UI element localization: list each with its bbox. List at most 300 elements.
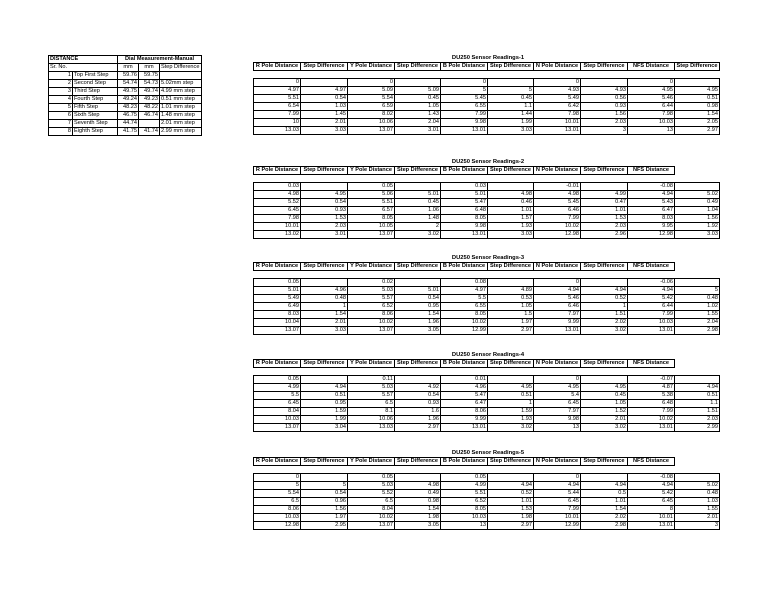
- dial-row: [49, 112, 202, 120]
- sensor-data-cell: 5.47: [441, 199, 488, 207]
- sensor-column-header: R Pole Distance: [254, 458, 301, 466]
- sensor-data-cell: 1.45: [301, 111, 348, 119]
- sensor-data-cell: 13.07: [348, 127, 395, 135]
- sensor-data-cell: 0.54: [301, 95, 348, 103]
- sensor-data-cell: 6.57: [348, 207, 395, 215]
- dial-row-step-name: Top First Step: [73, 72, 118, 80]
- sensor-data-cell: 0.93: [581, 103, 628, 111]
- sensor-column-header: Step Difference: [395, 167, 441, 175]
- sensor-column-header: Step Difference: [581, 360, 628, 368]
- sensor-data-cell: 8.05: [441, 506, 488, 514]
- sensor-data-cell: 6.46: [534, 303, 581, 311]
- sensor-data-cell: 5.4: [534, 392, 581, 400]
- sensor-readings-table: [253, 359, 720, 432]
- sensor-column-header: NFS Distance: [628, 458, 675, 466]
- sensor-data-cell: 2.03: [301, 223, 348, 231]
- dial-row-step-difference: 2.01 mm step: [160, 120, 202, 128]
- sensor-spacer: [254, 368, 720, 376]
- sensor-data-cell: 8.03: [628, 215, 675, 223]
- sensor-data-cell: 3.02: [581, 424, 628, 432]
- sensor-data-cell: 1.01: [581, 498, 628, 506]
- sensor-data-cell: 4.93: [534, 87, 581, 95]
- sensor-data-cell: [488, 279, 534, 287]
- sensor-data-cell: 1.93: [488, 416, 534, 424]
- sensor-data-cell: 7.98: [254, 215, 301, 223]
- sensor-data-cell: 5.01: [441, 191, 488, 199]
- sensor-data-cell: 6.45: [254, 207, 301, 215]
- dial-row-step-name: Third Step: [73, 88, 118, 96]
- sensor-data-cell: [301, 279, 348, 287]
- sensor-data-cell: 6.47: [441, 400, 488, 408]
- sensor-data-cell: 0: [254, 79, 301, 87]
- sensor-data-cell: 5.49: [534, 95, 581, 103]
- sensor-data-cell: 13: [534, 424, 581, 432]
- sensor-data-cell: 0.47: [581, 199, 628, 207]
- sensor-data-row: [254, 522, 720, 530]
- sensor-column-header: Step Difference: [581, 263, 628, 271]
- sensor-data-cell: 5.52: [254, 199, 301, 207]
- sensor-data-cell: 5.03: [348, 384, 395, 392]
- sensor-data-cell: 5.57: [348, 392, 395, 400]
- dial-row-mm2: 48.22: [139, 104, 160, 112]
- sensor-data-cell: 4.96: [441, 384, 488, 392]
- sensor-data-row: [254, 207, 720, 215]
- dial-row-number: 7: [49, 120, 73, 128]
- sensor-data-cell: 0.93: [301, 207, 348, 215]
- dial-row-mm: 59.76: [118, 72, 139, 80]
- sensor-data-cell: 2.02: [581, 514, 628, 522]
- sensor-data-cell: 4.97: [301, 87, 348, 95]
- sensor-data-cell: [675, 183, 720, 191]
- sensor-data-cell: 5.01: [254, 287, 301, 295]
- sensor-data-cell: -0.07: [628, 376, 675, 384]
- distance-header: DISTANCE: [49, 56, 118, 64]
- sensor-data-cell: 4.99: [441, 482, 488, 490]
- sensor-data-row: [254, 303, 720, 311]
- sensor-data-cell: 1.92: [675, 223, 720, 231]
- sensor-data-cell: 2.03: [581, 223, 628, 231]
- sensor-data-cell: 1.53: [488, 506, 534, 514]
- sensor-data-cell: 0.05: [348, 474, 395, 482]
- dial-measurement-table: [48, 55, 202, 136]
- dial-row-number: 2: [49, 80, 73, 88]
- sensor-column-header: [675, 458, 720, 466]
- sensor-data-cell: 1.56: [675, 215, 720, 223]
- sensor-data-cell: 13.07: [254, 327, 301, 335]
- sensor-data-cell: 1.59: [301, 408, 348, 416]
- sensor-column-header: Step Difference: [488, 458, 534, 466]
- sensor-data-cell: [488, 474, 534, 482]
- sensor-spacer-row: [254, 71, 720, 79]
- sensor-data-cell: 1.54: [301, 311, 348, 319]
- sensor-data-cell: 0.52: [581, 295, 628, 303]
- sensor-data-cell: 13.07: [348, 327, 395, 335]
- sensor-data-cell: 3.02: [581, 327, 628, 335]
- sensor-data-cell: 2: [395, 223, 441, 231]
- sensor-data-cell: 10.06: [348, 416, 395, 424]
- sensor-data-cell: 4.95: [628, 87, 675, 95]
- sensor-column-header: B Pole Distance: [441, 360, 488, 368]
- sensor-data-cell: -0.08: [628, 183, 675, 191]
- sensor-data-cell: 3.01: [395, 127, 441, 135]
- sensor-data-cell: 3.05: [395, 327, 441, 335]
- sensor-data-cell: 1.01: [488, 207, 534, 215]
- sensor-data-cell: 5: [675, 287, 720, 295]
- sensor-column-header: Step Difference: [395, 263, 441, 271]
- sensor-data-cell: 10.01: [534, 514, 581, 522]
- dial-row-mm: 41.75: [118, 128, 139, 136]
- sensor-data-cell: 4.94: [301, 384, 348, 392]
- sensor-data-row: [254, 384, 720, 392]
- sensor-data-cell: 5.06: [348, 191, 395, 199]
- mm-header-2: mm: [139, 64, 160, 72]
- dial-row-step-difference: 1.48 mm step: [160, 112, 202, 120]
- sensor-data-cell: 0.05: [348, 183, 395, 191]
- sensor-data-cell: 5.42: [628, 490, 675, 498]
- sensor-data-cell: 0.11: [348, 376, 395, 384]
- sensor-spacer-row: [254, 466, 720, 474]
- sensor-column-header: Step Difference: [581, 458, 628, 466]
- dial-row-number: 5: [49, 104, 73, 112]
- dial-row: [49, 128, 202, 136]
- sensor-data-cell: 1: [301, 303, 348, 311]
- sensor-data-row: [254, 223, 720, 231]
- sensor-data-cell: 0.48: [675, 490, 720, 498]
- sensor-data-cell: 6.5: [348, 498, 395, 506]
- dial-row-mm: 48.23: [118, 104, 139, 112]
- dial-row-step-difference: 0.51 mm step: [160, 96, 202, 104]
- sensor-data-cell: 1.53: [581, 215, 628, 223]
- sensor-data-cell: 8.02: [348, 111, 395, 119]
- sensor-spacer: [254, 175, 720, 183]
- sensor-data-cell: 6.42: [534, 103, 581, 111]
- sensor-data-cell: 0.51: [301, 392, 348, 400]
- dial-row-step-name: Eighth Step: [73, 128, 118, 136]
- sensor-data-cell: 5.46: [628, 95, 675, 103]
- dial-row-mm: 49.75: [118, 88, 139, 96]
- sensor-data-cell: 0.54: [301, 199, 348, 207]
- sensor-data-cell: 8.05: [441, 215, 488, 223]
- sensor-data-cell: [395, 79, 441, 87]
- sensor-data-row: [254, 408, 720, 416]
- sensor-data-cell: 0.5: [581, 490, 628, 498]
- sensor-data-cell: 1.54: [395, 506, 441, 514]
- sensor-data-cell: 2.99: [675, 424, 720, 432]
- sensor-data-cell: [488, 183, 534, 191]
- sensor-data-row: [254, 95, 720, 103]
- sensor-data-cell: 5.57: [348, 295, 395, 303]
- sensor-data-cell: 5.46: [534, 295, 581, 303]
- sensor-data-cell: 0: [348, 79, 395, 87]
- sensor-data-cell: 0.45: [395, 95, 441, 103]
- sensor-data-cell: 8.06: [441, 408, 488, 416]
- sensor-data-cell: 9.99: [534, 319, 581, 327]
- sensor-data-row: [254, 400, 720, 408]
- sensor-data-cell: 5.5: [254, 392, 301, 400]
- sensor-data-row: [254, 279, 720, 287]
- sensor-data-cell: 4.87: [628, 384, 675, 392]
- sensor-data-cell: 13.03: [348, 424, 395, 432]
- sensor-data-cell: [301, 79, 348, 87]
- sensor-data-cell: 4.92: [395, 384, 441, 392]
- sensor-data-row: [254, 127, 720, 135]
- step-difference-header: Step Difference: [160, 64, 202, 72]
- sensor-data-cell: 2.02: [581, 319, 628, 327]
- sensor-data-cell: 0: [534, 79, 581, 87]
- sensor-spacer-row: [254, 175, 720, 183]
- sensor-data-cell: -0.06: [628, 279, 675, 287]
- sensor-data-row: [254, 199, 720, 207]
- sensor-data-cell: 4.89: [488, 287, 534, 295]
- sensor-data-cell: 1.43: [395, 111, 441, 119]
- sensor-data-cell: 1.54: [395, 311, 441, 319]
- sensor-data-cell: 10.02: [628, 416, 675, 424]
- sensor-data-cell: 0.03: [441, 183, 488, 191]
- sensor-data-cell: 1.97: [301, 514, 348, 522]
- sensor-data-cell: 5.45: [441, 95, 488, 103]
- sensor-column-header: Y Pole Distance: [348, 263, 395, 271]
- dial-row-number: 6: [49, 112, 73, 120]
- sensor-data-cell: 1.55: [675, 311, 720, 319]
- sensor-data-row: [254, 392, 720, 400]
- sensor-data-cell: 2.05: [675, 119, 720, 127]
- sensor-data-cell: 13.01: [628, 522, 675, 530]
- sensor-data-cell: 5: [301, 482, 348, 490]
- sensor-data-cell: 5.45: [534, 199, 581, 207]
- sensor-data-cell: 13.07: [348, 522, 395, 530]
- sensor-data-row: [254, 514, 720, 522]
- sensor-data-cell: [675, 79, 720, 87]
- sensor-data-cell: 6.54: [254, 103, 301, 111]
- sensor-data-cell: 7.99: [628, 311, 675, 319]
- sensor-data-cell: 3.05: [395, 522, 441, 530]
- sensor-data-cell: 6.5: [254, 498, 301, 506]
- sensor-data-cell: 3.01: [301, 231, 348, 239]
- sensor-data-row: [254, 103, 720, 111]
- sensor-spacer: [254, 466, 720, 474]
- sensor-column-header: N Pole Distance: [534, 63, 581, 71]
- sensor-data-cell: 10.03: [441, 514, 488, 522]
- sensor-data-cell: 13.01: [534, 127, 581, 135]
- sensor-data-cell: 10.02: [348, 319, 395, 327]
- sensor-data-cell: [301, 376, 348, 384]
- sensor-data-cell: 2.01: [581, 416, 628, 424]
- sensor-data-cell: 8.04: [254, 408, 301, 416]
- sensor-data-row: [254, 482, 720, 490]
- sensor-data-cell: 2.96: [581, 231, 628, 239]
- sensor-column-header: Step Difference: [676, 63, 718, 69]
- sensor-data-cell: 1.03: [675, 498, 720, 506]
- sensor-data-cell: 1.03: [301, 103, 348, 111]
- sensor-data-cell: 13: [441, 522, 488, 530]
- sensor-data-cell: 10.03: [254, 514, 301, 522]
- sensor-data-cell: 0: [534, 376, 581, 384]
- sensor-data-cell: 5.51: [254, 95, 301, 103]
- sensor-data-row: [254, 311, 720, 319]
- sensor-data-cell: 12.99: [441, 327, 488, 335]
- dial-row-mm: 54.74: [118, 80, 139, 88]
- sensor-data-cell: 4.94: [488, 482, 534, 490]
- sensor-data-cell: 0.05: [441, 474, 488, 482]
- sensor-header-row: [254, 167, 720, 175]
- sensor-data-cell: 5.54: [254, 490, 301, 498]
- sensor-column-header: Y Pole Distance: [348, 167, 395, 175]
- sensor-data-cell: 1.48: [395, 215, 441, 223]
- sensor-data-cell: 8.04: [348, 506, 395, 514]
- sensor-data-cell: 4.94: [581, 482, 628, 490]
- sensor-data-cell: 10.02: [534, 223, 581, 231]
- sensor-column-header: Step Difference: [301, 63, 348, 71]
- sensor-data-cell: 2.97: [488, 522, 534, 530]
- sensor-data-cell: 2.98: [581, 522, 628, 530]
- sensor-data-row: [254, 287, 720, 295]
- sensor-data-cell: 1.05: [581, 400, 628, 408]
- sensor-data-cell: 5.52: [348, 490, 395, 498]
- dial-row-step-name: Seventh Step: [73, 120, 118, 128]
- sensor-data-cell: 6.55: [441, 103, 488, 111]
- dial-row: [49, 120, 202, 128]
- sensor-data-cell: 6.46: [534, 207, 581, 215]
- sensor-data-cell: 7.97: [534, 408, 581, 416]
- sensor-column-header: R Pole Distance: [254, 360, 301, 368]
- srno-header: Sr. No.: [49, 64, 118, 72]
- sensor-column-header: Step Difference: [301, 458, 348, 466]
- sensor-data-cell: 12.99: [534, 522, 581, 530]
- sensor-data-cell: 10.01: [628, 514, 675, 522]
- sensor-data-row: [254, 424, 720, 432]
- sensor-data-cell: 0: [534, 474, 581, 482]
- sensor-data-row: [254, 119, 720, 127]
- sensor-data-row: [254, 215, 720, 223]
- sensor-data-cell: 0.51: [488, 392, 534, 400]
- dial-row-mm: 49.24: [118, 96, 139, 104]
- sensor-data-cell: 0.95: [395, 303, 441, 311]
- sensor-data-cell: 13.01: [534, 327, 581, 335]
- sensor-readings-title: DU250 Sensor Readings-1: [451, 55, 525, 61]
- sensor-data-cell: 1.59: [488, 408, 534, 416]
- dial-row-step-name: Fifth Step: [73, 104, 118, 112]
- sensor-data-cell: 0.01: [441, 376, 488, 384]
- sensor-data-cell: 2.97: [675, 127, 720, 135]
- sensor-data-cell: 5.47: [441, 392, 488, 400]
- sensor-data-cell: 0.54: [301, 490, 348, 498]
- sensor-data-cell: 12.98: [534, 231, 581, 239]
- sensor-data-cell: 13.01: [441, 424, 488, 432]
- sensor-data-cell: 1.1: [488, 103, 534, 111]
- sensor-data-cell: 5.02: [675, 482, 720, 490]
- sensor-data-cell: 4.95: [581, 384, 628, 392]
- sensor-data-cell: 6.55: [441, 303, 488, 311]
- sensor-data-cell: 10.01: [534, 119, 581, 127]
- sensor-data-cell: 5.09: [395, 87, 441, 95]
- sensor-data-cell: 5.03: [348, 287, 395, 295]
- sensor-data-cell: 12.98: [254, 522, 301, 530]
- sensor-data-cell: 4.94: [628, 482, 675, 490]
- sensor-data-cell: 2.95: [301, 522, 348, 530]
- sensor-data-cell: 2.04: [675, 319, 720, 327]
- sensor-data-cell: 1.99: [301, 416, 348, 424]
- sensor-data-row: [254, 183, 720, 191]
- sensor-data-cell: 3.03: [488, 127, 534, 135]
- sensor-data-cell: 1.02: [675, 303, 720, 311]
- sensor-column-header: N Pole Distance: [534, 263, 581, 271]
- sensor-data-cell: [581, 79, 628, 87]
- sensor-data-cell: 4.98: [395, 482, 441, 490]
- sensor-spacer: [254, 271, 720, 279]
- sensor-data-cell: [675, 474, 720, 482]
- sensor-data-cell: 3: [581, 127, 628, 135]
- dial-row-mm2: 49.74: [139, 88, 160, 96]
- sensor-data-row: [254, 327, 720, 335]
- sensor-column-header: Step Difference: [395, 63, 441, 71]
- dial-row: [49, 88, 202, 96]
- sensor-column-header: Step Difference: [395, 360, 441, 368]
- sensor-column-header: NFS Distance: [628, 63, 675, 71]
- sensor-readings-title: DU250 Sensor Readings-3: [451, 255, 525, 261]
- sensor-data-cell: 1.56: [581, 111, 628, 119]
- sensor-data-cell: 8.1: [348, 408, 395, 416]
- sensor-data-cell: 1.53: [301, 215, 348, 223]
- sensor-readings-table: [253, 166, 720, 239]
- sensor-data-cell: 0.98: [395, 498, 441, 506]
- sensor-data-cell: 5.09: [348, 87, 395, 95]
- sensor-data-cell: 1.57: [488, 215, 534, 223]
- sensor-data-cell: 1.98: [395, 514, 441, 522]
- sensor-data-cell: 0: [254, 474, 301, 482]
- sensor-column-header: Y Pole Distance: [348, 458, 395, 466]
- sensor-column-header: R Pole Distance: [254, 167, 301, 175]
- sensor-column-header: Y Pole Distance: [348, 360, 395, 368]
- sensor-data-row: [254, 376, 720, 384]
- sensor-data-cell: 4.98: [534, 191, 581, 199]
- sensor-data-cell: [395, 376, 441, 384]
- sensor-data-cell: 2.04: [395, 119, 441, 127]
- sensor-data-cell: 3.04: [301, 424, 348, 432]
- sensor-data-cell: 6.5: [348, 400, 395, 408]
- sensor-data-cell: 2.03: [581, 119, 628, 127]
- sensor-data-cell: 0.48: [675, 295, 720, 303]
- sensor-data-cell: 7.99: [534, 506, 581, 514]
- sensor-data-cell: 6.45: [534, 498, 581, 506]
- dial-row: [49, 80, 202, 88]
- sensor-column-header: Step Difference: [301, 263, 348, 271]
- sensor-column-header: Step Difference: [581, 167, 628, 175]
- sensor-data-cell: 6.44: [628, 303, 675, 311]
- sensor-data-cell: 9.98: [534, 416, 581, 424]
- sensor-data-cell: [301, 474, 348, 482]
- sensor-data-cell: 6.48: [441, 207, 488, 215]
- sensor-readings-title: DU250 Sensor Readings-5: [451, 450, 525, 456]
- sensor-data-cell: 0: [534, 279, 581, 287]
- sensor-data-cell: 7.98: [628, 111, 675, 119]
- sensor-data-cell: 5.01: [395, 287, 441, 295]
- sensor-data-cell: 1.54: [581, 506, 628, 514]
- sensor-data-cell: 3.03: [675, 231, 720, 239]
- sensor-column-header: [675, 263, 720, 271]
- sensor-data-row: [254, 416, 720, 424]
- sensor-data-cell: 2.98: [675, 327, 720, 335]
- sensor-data-row: [254, 498, 720, 506]
- sensor-data-cell: 0.46: [488, 199, 534, 207]
- sensor-data-cell: 1.51: [581, 311, 628, 319]
- sensor-data-cell: 0.45: [488, 95, 534, 103]
- dial-row-number: 1: [49, 72, 73, 80]
- sensor-data-cell: 1.6: [395, 408, 441, 416]
- sensor-data-cell: 5.54: [348, 95, 395, 103]
- mm-header-1: mm: [118, 64, 139, 72]
- sensor-column-header: Step Difference: [395, 458, 441, 466]
- sensor-data-cell: [581, 279, 628, 287]
